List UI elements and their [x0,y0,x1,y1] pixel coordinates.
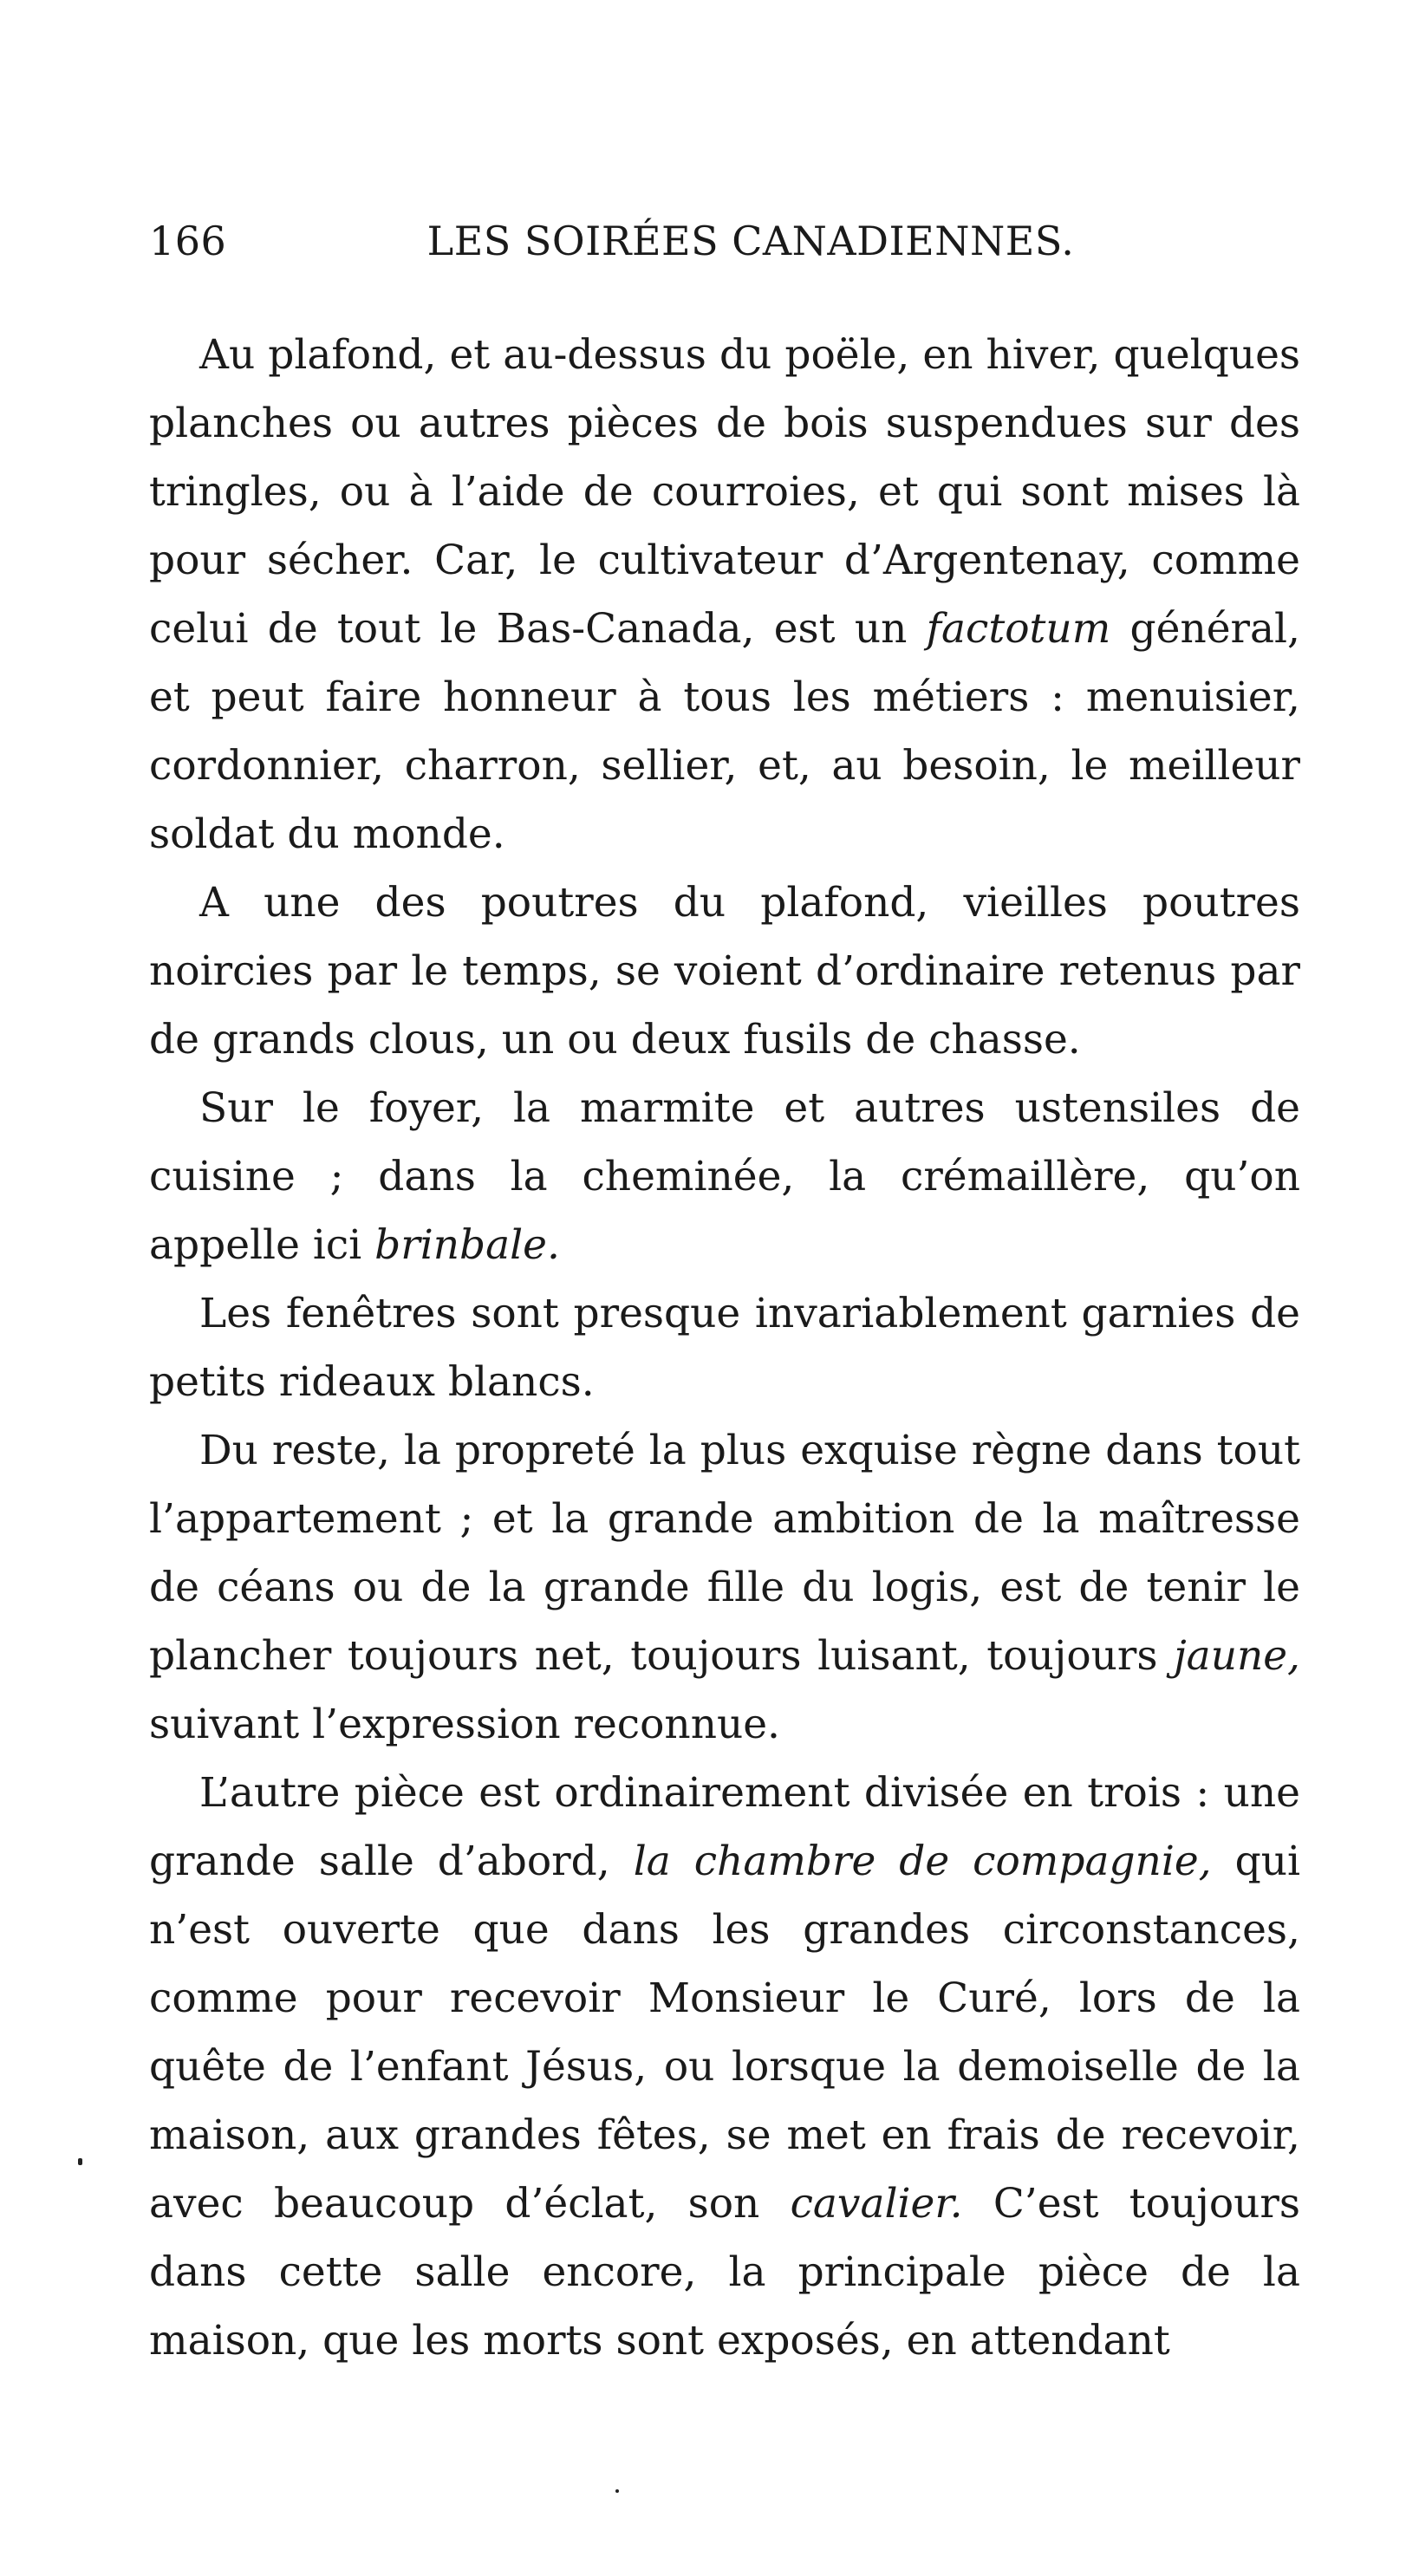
paragraph-3-text-a: Sur le foyer, la marmite et autres ustensiles de cuisine ; dans la cheminée, la crémaillère, qu’on appelle ici [149,1084,1300,1269]
scan-speck [78,2158,82,2165]
page-number: 166 [149,218,227,264]
paragraph-1-text-b: général, et peut faire honneur à tous les métiers : menuisier, cordonnier, charron, sellier, et, au besoin, le meilleur soldat du monde. [149,605,1300,858]
paragraph-5-text-b: suivant l’expression reconnue. [149,1701,780,1748]
page-header [149,215,1300,267]
paragraph-1-text-a: Au plafond, et au-dessus du poële, en hiver, quelques planches ou autres pièces de bois suspendues sur des tringles, ou à l’aide de courroies, et qui sont mises là pour sécher. Car, le cultivateur d’Argentenay, comme celui de tout le Bas-Canada, est un [149,331,1300,653]
paragraph-5-italic: jaune, [1174,1632,1300,1680]
paragraph-6-italic: la chambre de compagnie, [633,1838,1212,1885]
running-head: LES SOIRÉES CANADIENNES. [426,218,1075,264]
paragraph-1 [149,321,1300,868]
paragraph-6-text-c: C’est toujours dans cette salle encore, la principale pièce de la maison, que les morts sont exposés, en attendant [149,2180,1300,2365]
paragraph-6-text-a: L’autre pièce est ordinairement divisée en trois : une grande salle d’abord, [149,1769,1300,1885]
paragraph-5-text-a: Du reste, la propreté la plus exquise règne dans tout l’appartement ; et la grande ambition de la maîtresse de céans ou de la grande fille du logis, est de tenir le plancher toujours net, toujours luisant, toujours [149,1427,1300,1680]
paragraph-5 [149,1416,1300,1759]
paragraph-3-italic: brinbale. [374,1221,560,1269]
paragraph-6-text-b: qui n’est ouverte que dans les grandes circonstances, comme pour recevoir Monsieur le Curé, lors de la quête de l’enfant Jésus, ou lorsque la demoiselle de la maison, aux grandes fêtes, se met en frais de recevoir, avec beaucoup d’éclat, son [149,1838,1301,2228]
paragraph-1-italic: factotum [926,605,1111,653]
scan-speck [615,2489,619,2493]
paragraph-6 [149,1759,1300,2375]
paragraph-4: Les fenêtres sont presque invariablement garnies de petits rideaux blancs. [149,1290,1300,1406]
body-text [149,321,1300,2375]
paragraph-3 [149,1074,1300,1279]
paragraph-6-italic-2: cavalier. [790,2180,963,2228]
paragraph-2: A une des poutres du plafond, vieilles poutres noircies par le temps, se voient d’ordinaire retenus par de grands clous, un ou deux fusils de chasse. [149,879,1300,1064]
